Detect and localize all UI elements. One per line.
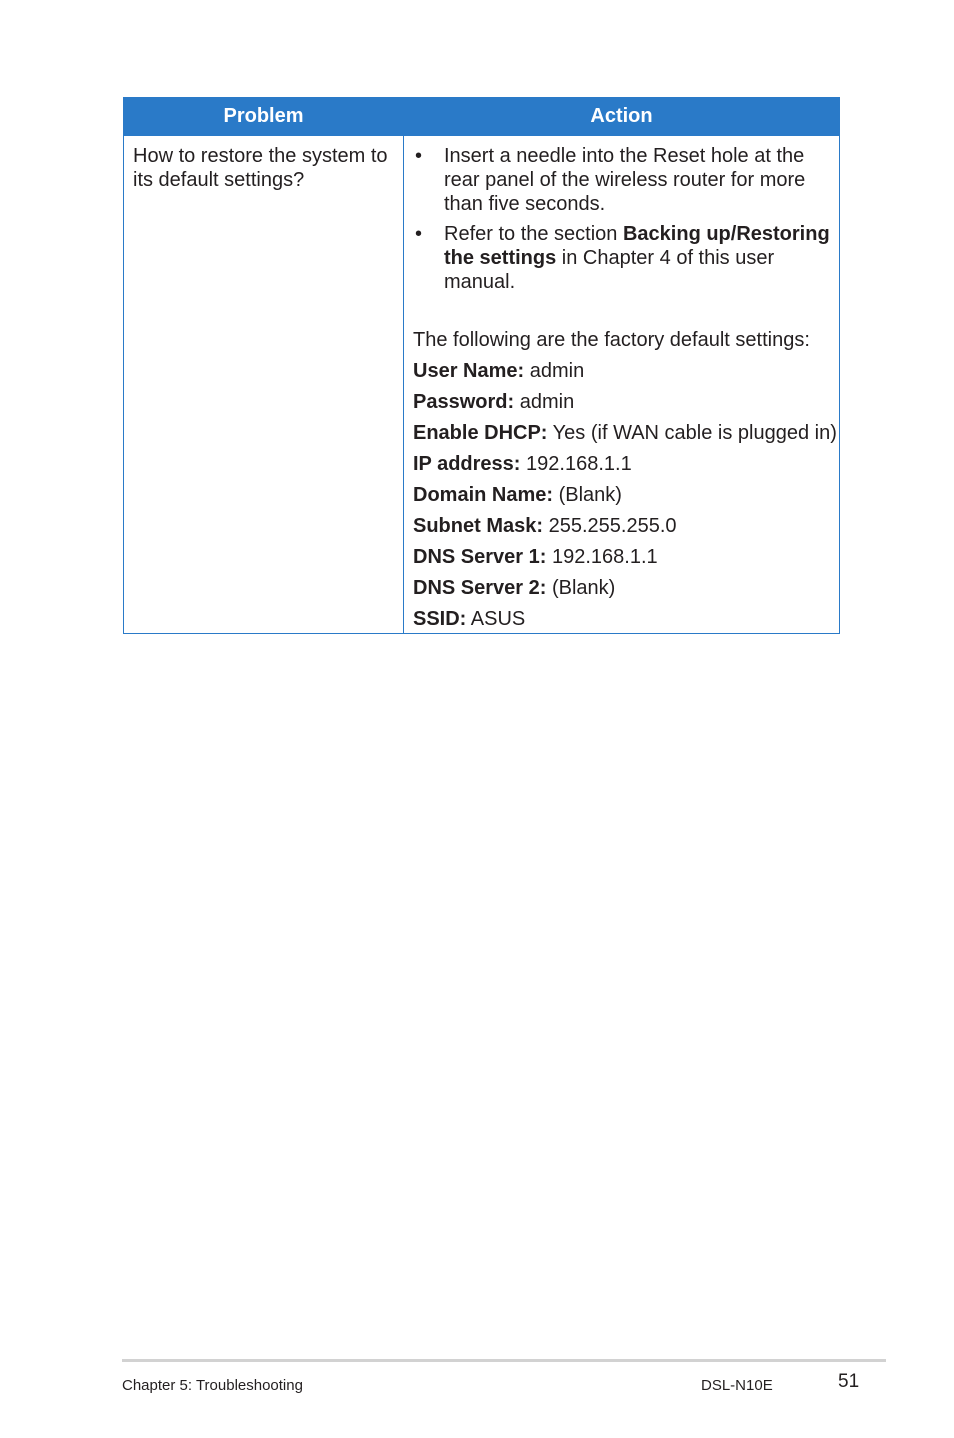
- table-row: [124, 136, 840, 634]
- setting-label: Enable DHCP:: [413, 422, 548, 444]
- default-setting-enable-dhcp: [413, 421, 837, 445]
- setting-label: DNS Server 2:: [413, 577, 547, 599]
- defaults-intro: The following are the factory default settings:: [413, 329, 810, 351]
- bullet-text-post: in Chapter 4 of this user manual.: [444, 247, 775, 293]
- setting-value: (Blank): [558, 484, 622, 506]
- action-bullet-item: [413, 144, 831, 216]
- setting-value: 192.168.1.1: [526, 453, 632, 475]
- setting-value: admin: [529, 360, 585, 382]
- table-header-row: [124, 98, 840, 136]
- page-number: 51: [838, 1371, 860, 1392]
- bullet-text-pre: Refer to the section: [444, 223, 623, 245]
- setting-value: 192.168.1.1: [551, 546, 658, 568]
- setting-label: IP address:: [413, 453, 521, 475]
- bullet-icon: •: [415, 223, 423, 245]
- footer-divider: [122, 1359, 886, 1362]
- setting-label: Password:: [413, 391, 515, 413]
- default-setting-dns-server-2: [413, 576, 831, 600]
- setting-value: (Blank): [551, 577, 616, 599]
- action-column-header: Action: [404, 98, 840, 136]
- bullet-icon: •: [415, 145, 423, 167]
- setting-value: admin: [519, 391, 575, 413]
- action-cell: [404, 136, 840, 634]
- problem-column-header: Problem: [124, 98, 404, 136]
- troubleshooting-table: [123, 97, 840, 634]
- default-setting-domain-name: [413, 483, 831, 507]
- setting-label: SSID:: [413, 608, 467, 630]
- action-bullet-list: [413, 144, 831, 294]
- footer-model: DSL-N10E: [701, 1377, 773, 1394]
- setting-label: User Name:: [413, 360, 525, 382]
- setting-value: ASUS: [470, 608, 526, 630]
- setting-label: DNS Server 1:: [413, 546, 547, 568]
- setting-label: Subnet Mask:: [413, 515, 544, 537]
- section-reference: Backing up/Restoring the settings: [444, 223, 830, 269]
- problem-cell: How to restore the system to its default settings?: [124, 136, 404, 634]
- default-setting-ip-address: [413, 452, 831, 476]
- default-setting-dns-server-1: [413, 545, 831, 569]
- bullet-text: Insert a needle into the Reset hole at the rear panel of the wireless router for more than five seconds.: [444, 145, 806, 215]
- default-setting-password: [413, 390, 831, 414]
- action-bullet-item: [413, 222, 831, 294]
- default-setting-user-name: [413, 359, 831, 383]
- default-setting-ssid: [413, 607, 831, 631]
- footer-chapter: Chapter 5: Troubleshooting: [122, 1377, 303, 1394]
- setting-value: 255.255.255.0: [548, 515, 677, 537]
- setting-label: Domain Name:: [413, 484, 554, 506]
- default-setting-subnet-mask: [413, 514, 831, 538]
- setting-value: Yes (if WAN cable is plugged in): [552, 422, 837, 444]
